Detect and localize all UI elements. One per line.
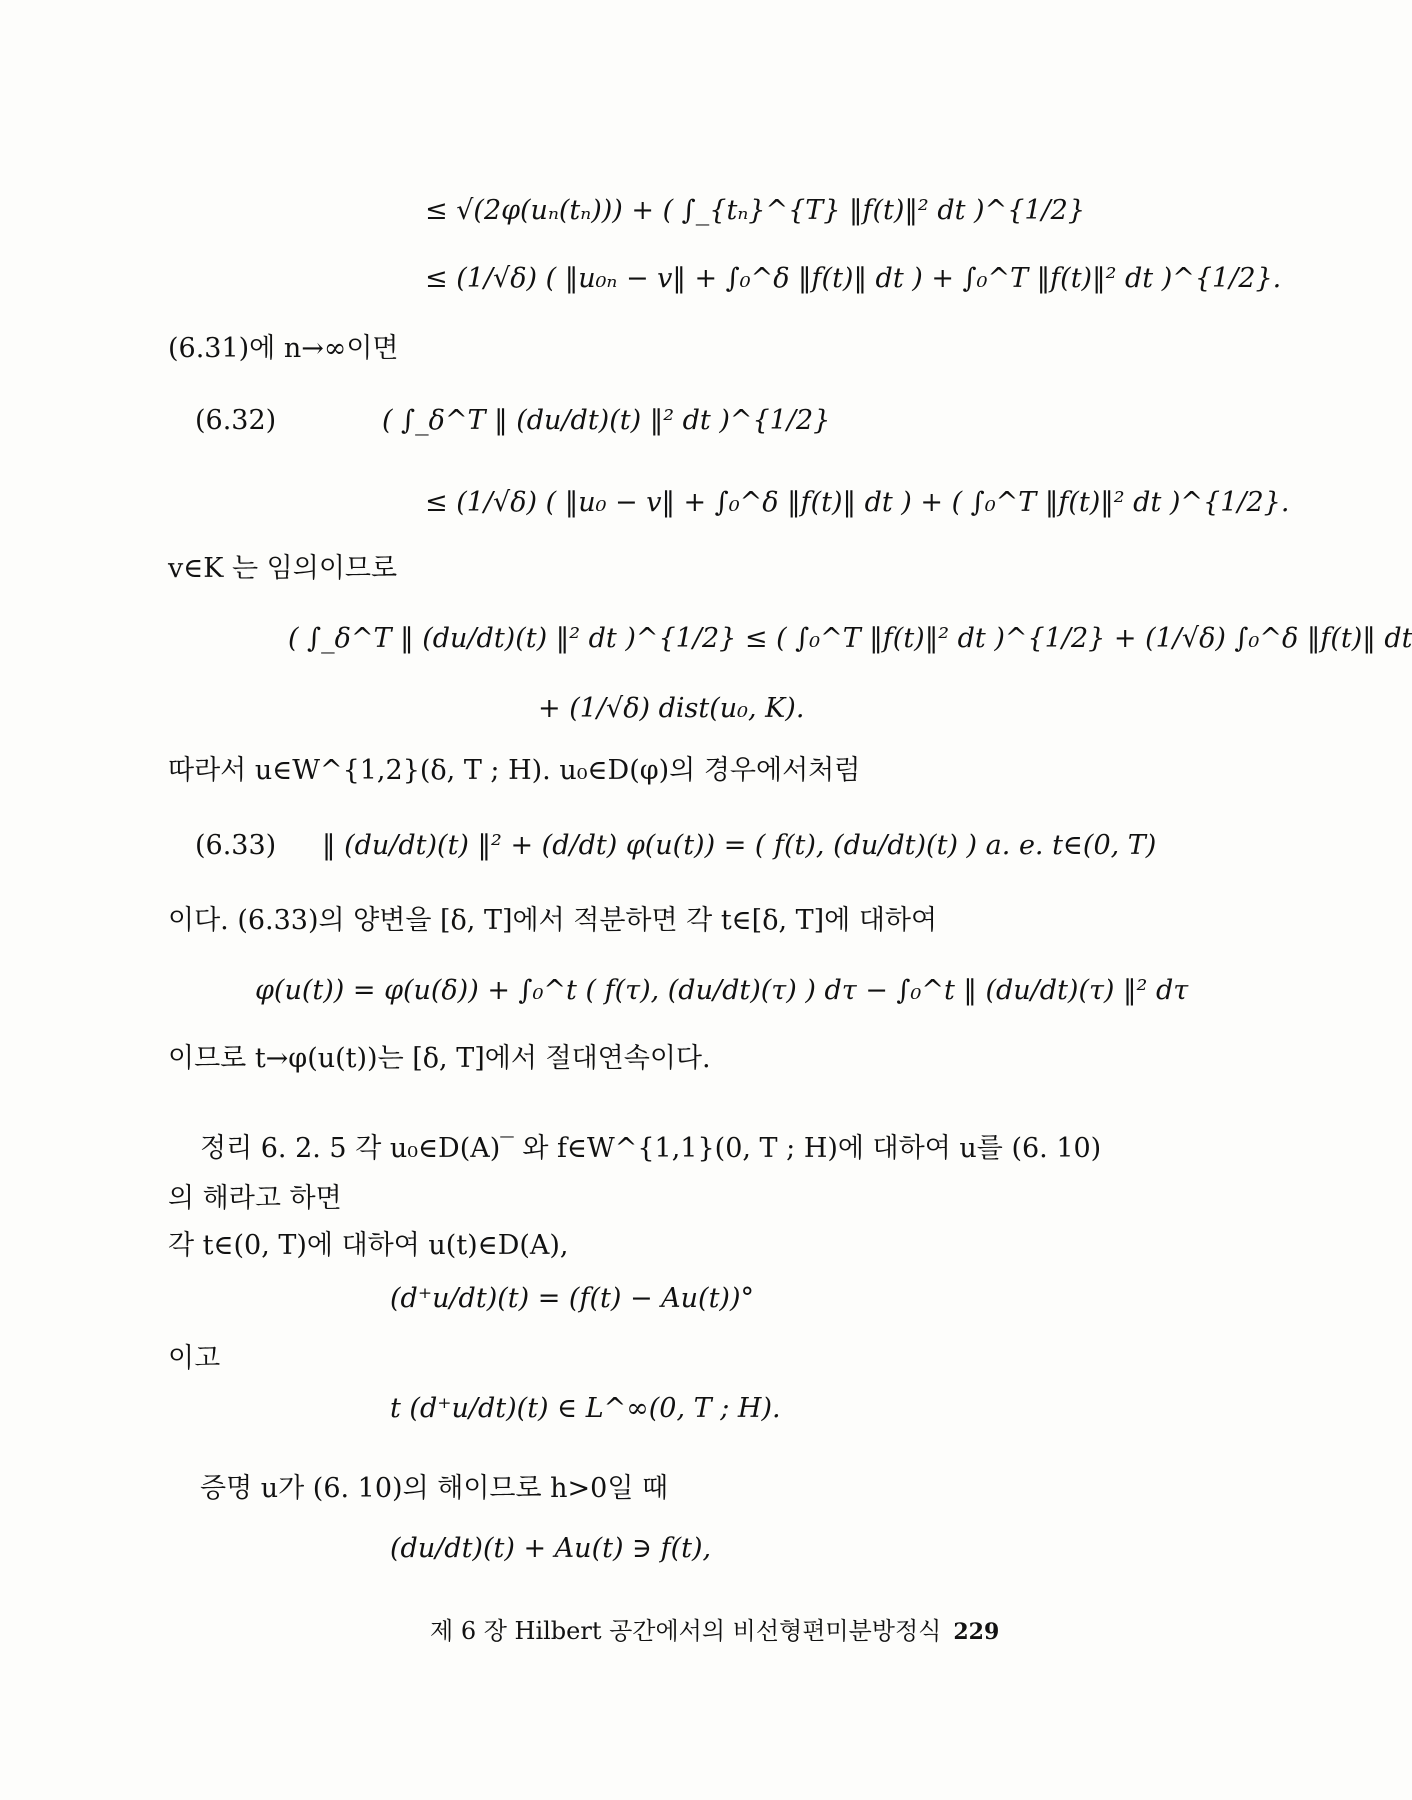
equation-line-21: (du/dt)(t) + Au(t) ∋ f(t), <box>390 1533 712 1564</box>
text-line-13: 이므로 t→φ(u(t))는 [δ, T]에서 절대연속이다. <box>168 1043 711 1074</box>
equation-line-1: ≤ √(2φ(uₙ(tₙ))) + ( ∫_{tₙ}^{T} ‖f(t)‖² dt )^{1/2} <box>425 195 1086 226</box>
equation-line-5: ≤ (1/√δ) ( ‖u₀ − v‖ + ∫₀^δ ‖f(t)‖ dt ) + ( ∫₀^T ‖f(t)‖² dt )^{1/2}. <box>425 487 1290 518</box>
equation-line-17: (d⁺u/dt)(t) = (f(t) − Au(t))° <box>390 1283 754 1314</box>
text-line-16: 각 t∈(0, T)에 대하여 u(t)∈D(A), <box>168 1230 569 1261</box>
text-line-9: 따라서 u∈W^{1,2}(δ, T ; H). u₀∈D(φ)의 경우에서처럼 <box>168 755 861 786</box>
text-line-3: (6.31)에 n→∞이면 <box>168 333 399 364</box>
equation-number-6-33: (6.33) <box>195 830 277 861</box>
equation-line-19: t (d⁺u/dt)(t) ∈ L^∞(0, T ; H). <box>390 1393 781 1424</box>
equation-6-33: ‖ (du/dt)(t) ‖² + (d/dt) φ(u(t)) = ( f(t), (du/dt)(t) ) a. e. t∈(0, T) <box>322 830 1157 861</box>
equation-line-7: ( ∫_δ^T ‖ (du/dt)(t) ‖² dt )^{1/2} ≤ ( ∫₀^T ‖f(t)‖² dt )^{1/2} + (1/√δ) ∫₀^δ ‖f(t)‖ dt <box>288 623 1412 654</box>
equation-6-32: ( ∫_δ^T ‖ (du/dt)(t) ‖² dt )^{1/2} <box>382 405 831 436</box>
page-number: 229 <box>953 1619 1000 1645</box>
text-line-11: 이다. (6.33)의 양변을 [δ, T]에서 적분하면 각 t∈[δ, T]에 대하여 <box>168 905 938 936</box>
text-line-18: 이고 <box>168 1343 221 1374</box>
text-line-6: v∈K 는 임의이므로 <box>168 553 398 584</box>
equation-number-6-32: (6.32) <box>195 405 277 436</box>
theorem-heading: 정리 6. 2. 5 각 u₀∈D(A)‾ 와 f∈W^{1,1}(0, T ; H)에 대하여 u를 (6. 10) <box>200 1133 1102 1164</box>
proof-heading: 증명 u가 (6. 10)의 해이므로 h>0일 때 <box>200 1473 669 1504</box>
page-footer <box>430 1617 999 1646</box>
equation-line-8: + (1/√δ) dist(u₀, K). <box>538 693 805 724</box>
equation-line-12: φ(u(t)) = φ(u(δ)) + ∫₀^t ( f(τ), (du/dt)(τ) ) dτ − ∫₀^t ‖ (du/dt)(τ) ‖² dτ <box>255 975 1189 1006</box>
footer-chapter-title: 제 6 장 Hilbert 공간에서의 비선형편미분방정식 <box>430 1617 942 1645</box>
text-line-15: 의 해라고 하면 <box>168 1183 342 1214</box>
equation-line-2: ≤ (1/√δ) ( ‖u₀ₙ − v‖ + ∫₀^δ ‖f(t)‖ dt ) + ∫₀^T ‖f(t)‖² dt )^{1/2}. <box>425 263 1282 294</box>
